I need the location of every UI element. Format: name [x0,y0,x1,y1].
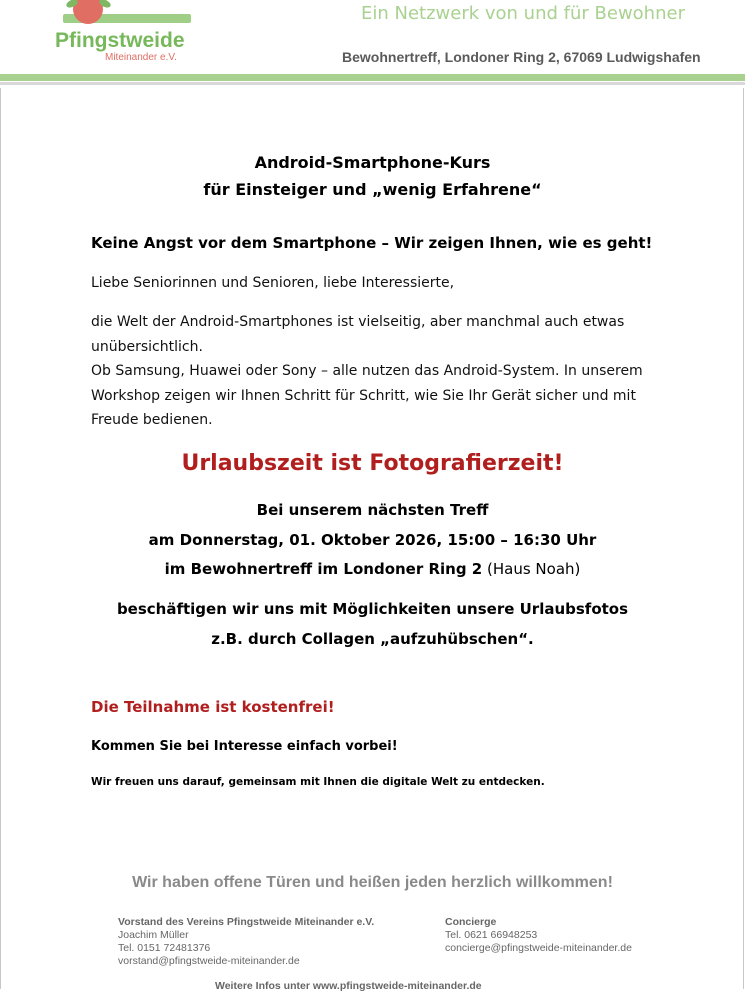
greeting: Liebe Seniorinnen und Senioren, liebe Interessierte, [91,275,455,291]
event-intro: Bei unserem nächsten Treff [256,501,489,519]
course-title: Android-Smartphone-Kurs [254,153,491,172]
logo-subtitle: Miteinander e.V. [105,52,177,63]
paragraph-line: Freude bedienen. [91,412,213,428]
pfingstweide-logo [55,0,195,66]
board-contact [118,916,374,968]
headline: Keine Angst vor dem Smartphone – Wir zeigen Ihnen, wie es geht! [91,234,653,252]
board-name: Joachim Müller [118,929,189,941]
concierge-phone: Tel. 0621 66948253 [445,929,538,941]
header-rule-green [0,74,745,81]
paragraph-line: Workshop zeigen wir Ihnen Schritt für Schritt, wie Sie Ihr Gerät sicher und mit [91,387,636,404]
free-notice: Die Teilnahme ist kostenfrei! [91,698,335,716]
paragraph-line: die Welt der Android-Smartphones ist vielseitig, aber manchmal auch etwas [91,314,625,330]
paragraph-line: unübersichtlich. [91,338,203,355]
course-subtitle: für Einsteiger und „wenig Erfahrene“ [203,180,542,199]
board-heading: Vorstand des Vereins Pfingstweide Miteinander e.V. [118,916,375,928]
welcome-slogan: Wir haben offene Türen und heißen jeden herzlich willkommen! [132,874,613,891]
intro-paragraph [91,310,643,433]
invite-text: Kommen Sie bei Interesse einfach vorbei! [91,739,398,754]
header-address: Bewohnertreff, Londoner Ring 2, 67069 Ludwigshafen [342,49,701,65]
event-date: am Donnerstag, 01. Oktober 2026, 15:00 – 16:30 Uhr [148,531,597,549]
topic-heading: Urlaubszeit ist Fotografierzeit! [181,451,564,476]
header-tagline: Ein Netzwerk von und für Bewohner [361,3,685,24]
board-phone: Tel. 0151 72481376 [118,942,211,954]
event-location-bold: im Bewohnertreff im Londoner Ring 2 [164,560,483,578]
closing-text: Wir freuen uns darauf, gemeinsam mit Ihnen die digitale Welt zu entdecken. [91,776,545,788]
concierge-contact [445,916,632,955]
more-info-link[interactable]: Weitere Infos unter www.pfingstweide-miteinander.de [215,980,482,992]
event-topic-detail: z.B. durch Collagen „aufzuhübschen“. [211,630,534,648]
event-location-detail: (Haus Noah) [482,560,581,578]
board-email[interactable]: vorstand@pfingstweide-miteinander.de [118,955,300,967]
concierge-email[interactable]: concierge@pfingstweide-miteinander.de [445,942,632,954]
event-topic: beschäftigen wir uns mit Möglichkeiten unsere Urlaubsfotos [116,600,629,618]
concierge-heading: Concierge [445,916,497,928]
paragraph-line: Ob Samsung, Huawei oder Sony – alle nutzen das Android-System. In unserem [91,363,643,379]
event-location [0,555,745,584]
logo-name: Pfingstweide [55,29,185,52]
header-rule-grey [0,82,745,85]
